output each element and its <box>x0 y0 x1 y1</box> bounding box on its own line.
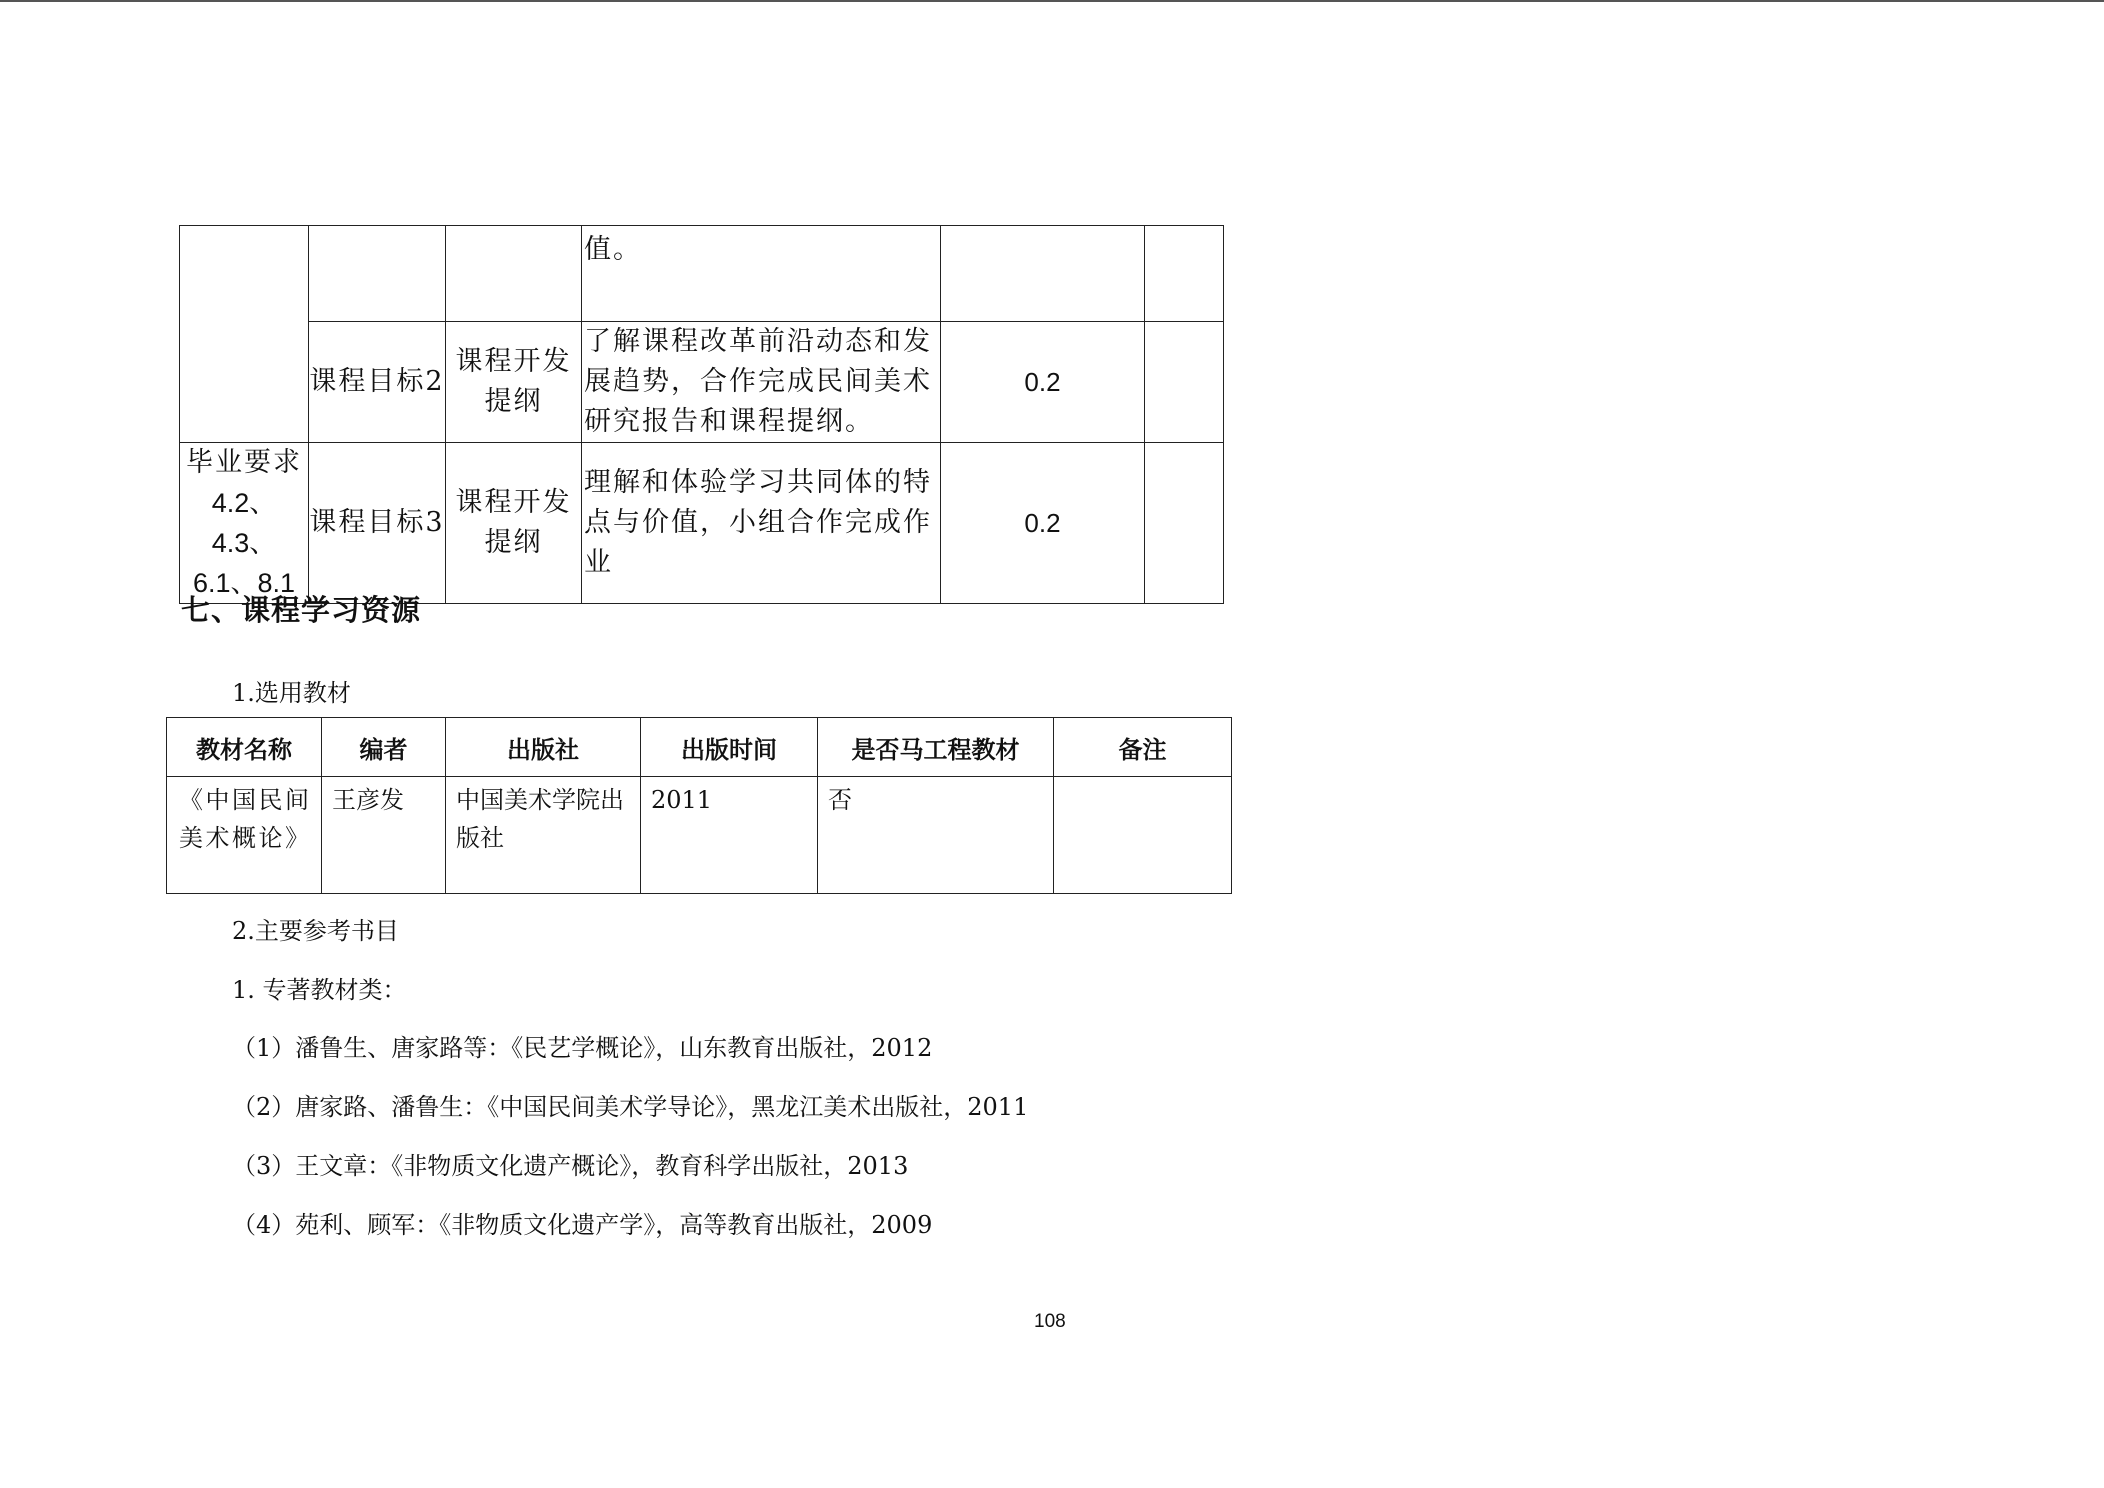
content-cell: 值。 <box>582 226 941 322</box>
book-mgc-cell: 否 <box>818 777 1054 894</box>
reference-item: （3）王文章：《非物质文化遗产概论》，教育科学出版社，2013 <box>232 1152 909 1180</box>
page-number: 108 <box>1034 1311 1066 1332</box>
content-cell: 了解课程改革前沿动态和发展趋势，合作完成民间美术研究报告和课程提纲。 <box>582 322 941 443</box>
reference-item: （4）苑利、顾军：《非物质文化遗产学》，高等教育出版社，2009 <box>232 1211 933 1239</box>
book-editor-cell: 王彦发 <box>322 777 446 894</box>
references-label: 2.主要参考书目 <box>232 917 399 945</box>
weight-cell: 0.2 <box>941 443 1145 604</box>
header-editor: 编者 <box>322 718 446 777</box>
objective-cell: 课程目标3 <box>309 443 446 604</box>
header-note: 备注 <box>1054 718 1232 777</box>
table-row <box>180 226 1224 322</box>
table-header-row <box>167 718 1232 777</box>
method-cell <box>446 226 582 322</box>
textbook-table <box>166 717 1232 894</box>
requirement-line: 6.1、8.1 <box>192 568 296 598</box>
section-title: 七、课程学习资源 <box>181 593 422 627</box>
weight-cell: 0.2 <box>941 322 1145 443</box>
header-publisher: 出版社 <box>446 718 641 777</box>
textbook-label: 1.选用教材 <box>232 679 351 707</box>
reference-item: （2）唐家路、潘鲁生：《中国民间美术学导论》，黑龙江美术出版社，2011 <box>232 1093 1029 1121</box>
requirement-line: 4.2、4.3、 <box>211 488 277 558</box>
requirement-cell <box>180 443 309 604</box>
header-title: 教材名称 <box>167 718 322 777</box>
page-top-border <box>0 0 2104 2</box>
reference-item: （1）潘鲁生、唐家路等：《民艺学概论》，山东教育出版社，2012 <box>232 1034 933 1062</box>
method-cell: 课程开发提纲 <box>446 322 582 443</box>
table-row <box>180 322 1224 443</box>
book-year-cell: 2011 <box>641 777 818 894</box>
requirement-line: 毕业要求 <box>186 447 302 478</box>
header-mgc: 是否马工程教材 <box>818 718 1054 777</box>
note-cell <box>1145 226 1224 322</box>
objective-cell <box>309 226 446 322</box>
method-cell: 课程开发提纲 <box>446 443 582 604</box>
references-category: 1. 专著教材类： <box>232 976 407 1004</box>
note-cell <box>1145 322 1224 443</box>
table-row <box>180 443 1224 604</box>
header-year: 出版时间 <box>641 718 818 777</box>
table-row <box>167 777 1232 894</box>
book-publisher-cell: 中国美术学院出版社 <box>446 777 641 894</box>
requirement-cell-empty <box>180 226 309 443</box>
objective-cell: 课程目标2 <box>309 322 446 443</box>
content-cell: 理解和体验学习共同体的特点与价值，小组合作完成作业 <box>582 443 941 604</box>
note-cell <box>1145 443 1224 604</box>
assessment-table <box>179 225 1224 604</box>
book-title-cell: 《中国民间美术概论》 <box>167 777 322 894</box>
weight-cell <box>941 226 1145 322</box>
book-note-cell <box>1054 777 1232 894</box>
